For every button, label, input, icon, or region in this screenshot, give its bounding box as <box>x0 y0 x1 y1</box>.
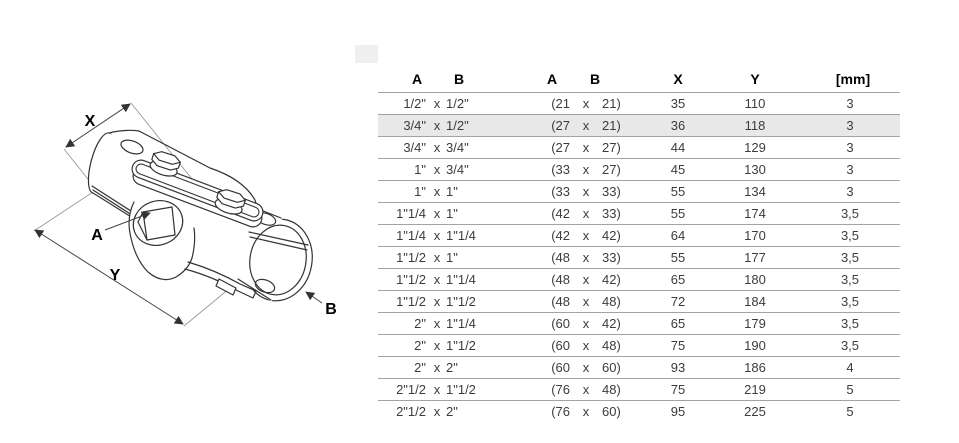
cell-b-mm: 42) <box>602 316 621 331</box>
cell-a-inch: 1"1/4 <box>396 228 426 243</box>
cell-b-inch: 1/2" <box>446 96 469 111</box>
cell-thickness: 3,5 <box>840 272 860 287</box>
table-row <box>378 92 900 114</box>
cell-separator: x <box>433 96 441 111</box>
cell-separator: x <box>433 228 441 243</box>
cell-b-inch: 1"1/2 <box>446 294 476 309</box>
cell-y: 170 <box>744 228 766 243</box>
cell-b-inch: 2" <box>446 360 458 375</box>
cell-b-inch: 1" <box>446 250 458 265</box>
cell-b-mm: 48) <box>602 382 621 397</box>
table-row <box>378 378 900 400</box>
cell-a-mm: (33 <box>551 184 570 199</box>
table-row <box>378 136 900 158</box>
cell-x: 44 <box>670 140 686 155</box>
cell-y: 225 <box>744 404 766 419</box>
cell-b-inch: 1" <box>446 206 458 221</box>
cell-separator: x <box>582 404 590 419</box>
cell-a-inch: 1" <box>414 184 426 199</box>
header-x: X <box>673 71 683 87</box>
cell-x: 72 <box>670 294 686 309</box>
cell-thickness: 3,5 <box>840 316 860 331</box>
cell-separator: x <box>582 228 590 243</box>
cell-x: 55 <box>670 184 686 199</box>
cell-x: 65 <box>670 316 686 331</box>
cell-a-inch: 2"1/2 <box>396 404 426 419</box>
cell-thickness: 3 <box>846 118 854 133</box>
cell-y: 184 <box>744 294 766 309</box>
cell-b-mm: 33) <box>602 206 621 221</box>
cell-a-mm: (48 <box>551 272 570 287</box>
cell-separator: x <box>433 316 441 331</box>
cell-separator: x <box>433 294 441 309</box>
cell-separator: x <box>582 382 590 397</box>
table-row <box>378 158 900 180</box>
cell-y: 118 <box>744 118 766 133</box>
cell-b-mm: 42) <box>602 272 621 287</box>
clamp-technical-drawing <box>0 0 370 443</box>
dim-label-a: A <box>91 227 103 244</box>
cell-thickness: 3,5 <box>840 338 860 353</box>
dim-label-x: X <box>84 113 96 130</box>
cell-separator: x <box>433 162 441 177</box>
table-row <box>378 400 900 422</box>
cell-x: 36 <box>670 118 686 133</box>
cell-a-inch: 1"1/2 <box>396 272 426 287</box>
cell-a-inch: 2"1/2 <box>396 382 426 397</box>
cell-a-mm: (48 <box>551 294 570 309</box>
cell-separator: x <box>582 140 590 155</box>
cell-separator: x <box>582 162 590 177</box>
cell-a-mm: (21 <box>551 96 570 111</box>
cell-x: 35 <box>670 96 686 111</box>
header-a-inch: A <box>411 71 423 87</box>
cell-a-mm: (27 <box>551 118 570 133</box>
cell-x: 64 <box>670 228 686 243</box>
cell-x: 75 <box>670 382 686 397</box>
cell-y: 219 <box>744 382 766 397</box>
cell-x: 65 <box>670 272 686 287</box>
cell-separator: x <box>582 294 590 309</box>
cell-a-mm: (27 <box>551 140 570 155</box>
cell-a-mm: (48 <box>551 250 570 265</box>
cell-b-mm: 21) <box>602 96 621 111</box>
cell-thickness: 3 <box>846 140 854 155</box>
cell-separator: x <box>433 360 441 375</box>
cell-a-mm: (60 <box>551 316 570 331</box>
cell-thickness: 3,5 <box>840 228 860 243</box>
cell-separator: x <box>582 96 590 111</box>
header-a-mm: A <box>546 71 558 87</box>
cell-a-inch: 2" <box>414 360 426 375</box>
cell-b-inch: 1/2" <box>446 118 469 133</box>
cell-y: 190 <box>744 338 766 353</box>
cell-y: 134 <box>744 184 766 199</box>
cell-b-mm: 33) <box>602 184 621 199</box>
cell-a-inch: 3/4" <box>403 140 426 155</box>
cell-x: 75 <box>670 338 686 353</box>
cell-b-inch: 1"1/4 <box>446 228 476 243</box>
cell-a-mm: (76 <box>551 382 570 397</box>
cell-separator: x <box>582 272 590 287</box>
cell-separator: x <box>433 184 441 199</box>
cell-a-inch: 2" <box>414 316 426 331</box>
cell-b-mm: 27) <box>602 162 621 177</box>
cell-thickness: 3,5 <box>840 206 860 221</box>
cell-b-inch: 1"1/4 <box>446 316 476 331</box>
cell-separator: x <box>582 206 590 221</box>
table-row <box>378 356 900 378</box>
cell-separator: x <box>433 382 441 397</box>
table-row <box>378 180 900 202</box>
table-row <box>378 224 900 246</box>
dim-label-b: B <box>325 301 337 318</box>
cell-x: 45 <box>670 162 686 177</box>
cell-b-mm: 33) <box>602 250 621 265</box>
cell-x: 55 <box>670 250 686 265</box>
table-row <box>378 202 900 224</box>
header-b-mm: B <box>589 71 601 87</box>
cell-a-inch: 3/4" <box>403 118 426 133</box>
square-bore <box>143 207 175 240</box>
cell-separator: x <box>582 184 590 199</box>
clamp-tab <box>216 279 236 295</box>
cell-b-mm: 60) <box>602 360 621 375</box>
cell-b-mm: 42) <box>602 228 621 243</box>
cell-thickness: 4 <box>846 360 854 375</box>
cell-b-inch: 1"1/4 <box>446 272 476 287</box>
cell-b-inch: 3/4" <box>446 162 469 177</box>
table-row <box>378 334 900 356</box>
cell-y: 174 <box>744 206 766 221</box>
cell-thickness: 5 <box>846 404 854 419</box>
cell-separator: x <box>433 250 441 265</box>
cell-b-mm: 48) <box>602 338 621 353</box>
cell-a-inch: 2" <box>414 338 426 353</box>
cell-a-inch: 1/2" <box>403 96 426 111</box>
cell-a-inch: 1"1/4 <box>396 206 426 221</box>
cell-thickness: 5 <box>846 382 854 397</box>
cell-separator: x <box>582 118 590 133</box>
cell-y: 180 <box>744 272 766 287</box>
table-header <box>378 60 900 92</box>
dim-label-y: Y <box>109 267 121 284</box>
cell-y: 177 <box>744 250 766 265</box>
cell-y: 179 <box>744 316 766 331</box>
dimensions-table <box>378 60 900 422</box>
cell-separator: x <box>433 404 441 419</box>
cell-a-inch: 1"1/2 <box>396 294 426 309</box>
cell-a-mm: (60 <box>551 360 570 375</box>
header-mm: [mm] <box>835 71 871 87</box>
cell-b-inch: 1"1/2 <box>446 338 476 353</box>
cell-separator: x <box>433 140 441 155</box>
cell-b-mm: 60) <box>602 404 621 419</box>
table-row <box>378 246 900 268</box>
cell-a-mm: (33 <box>551 162 570 177</box>
cell-b-inch: 1" <box>446 184 458 199</box>
leader-b <box>306 292 322 303</box>
cell-b-inch: 3/4" <box>446 140 469 155</box>
cell-x: 55 <box>670 206 686 221</box>
cell-x: 93 <box>670 360 686 375</box>
cell-separator: x <box>582 250 590 265</box>
cell-b-inch: 2" <box>446 404 458 419</box>
header-b-inch: B <box>453 71 465 87</box>
cell-separator: x <box>582 316 590 331</box>
cell-separator: x <box>433 338 441 353</box>
cell-a-mm: (42 <box>551 228 570 243</box>
header-y: Y <box>750 71 760 87</box>
cell-a-mm: (60 <box>551 338 570 353</box>
cell-x: 95 <box>670 404 686 419</box>
cell-separator: x <box>433 272 441 287</box>
cell-separator: x <box>582 360 590 375</box>
cell-b-mm: 21) <box>602 118 621 133</box>
cell-a-mm: (76 <box>551 404 570 419</box>
cell-thickness: 3 <box>846 184 854 199</box>
cell-separator: x <box>433 118 441 133</box>
cell-a-mm: (42 <box>551 206 570 221</box>
cell-thickness: 3 <box>846 96 854 111</box>
table-row <box>378 268 900 290</box>
cell-thickness: 3 <box>846 162 854 177</box>
cell-a-inch: 1"1/2 <box>396 250 426 265</box>
cell-y: 129 <box>744 140 766 155</box>
cell-a-inch: 1" <box>414 162 426 177</box>
cell-y: 186 <box>744 360 766 375</box>
table-rows <box>378 92 900 422</box>
cell-separator: x <box>433 206 441 221</box>
table-row <box>378 290 900 312</box>
cell-y: 130 <box>744 162 766 177</box>
cell-b-mm: 27) <box>602 140 621 155</box>
table-row <box>378 114 900 136</box>
cell-thickness: 3,5 <box>840 250 860 265</box>
cell-separator: x <box>582 338 590 353</box>
cell-y: 110 <box>744 96 766 111</box>
cell-b-inch: 1"1/2 <box>446 382 476 397</box>
table-row <box>378 312 900 334</box>
cell-thickness: 3,5 <box>840 294 860 309</box>
cell-b-mm: 48) <box>602 294 621 309</box>
